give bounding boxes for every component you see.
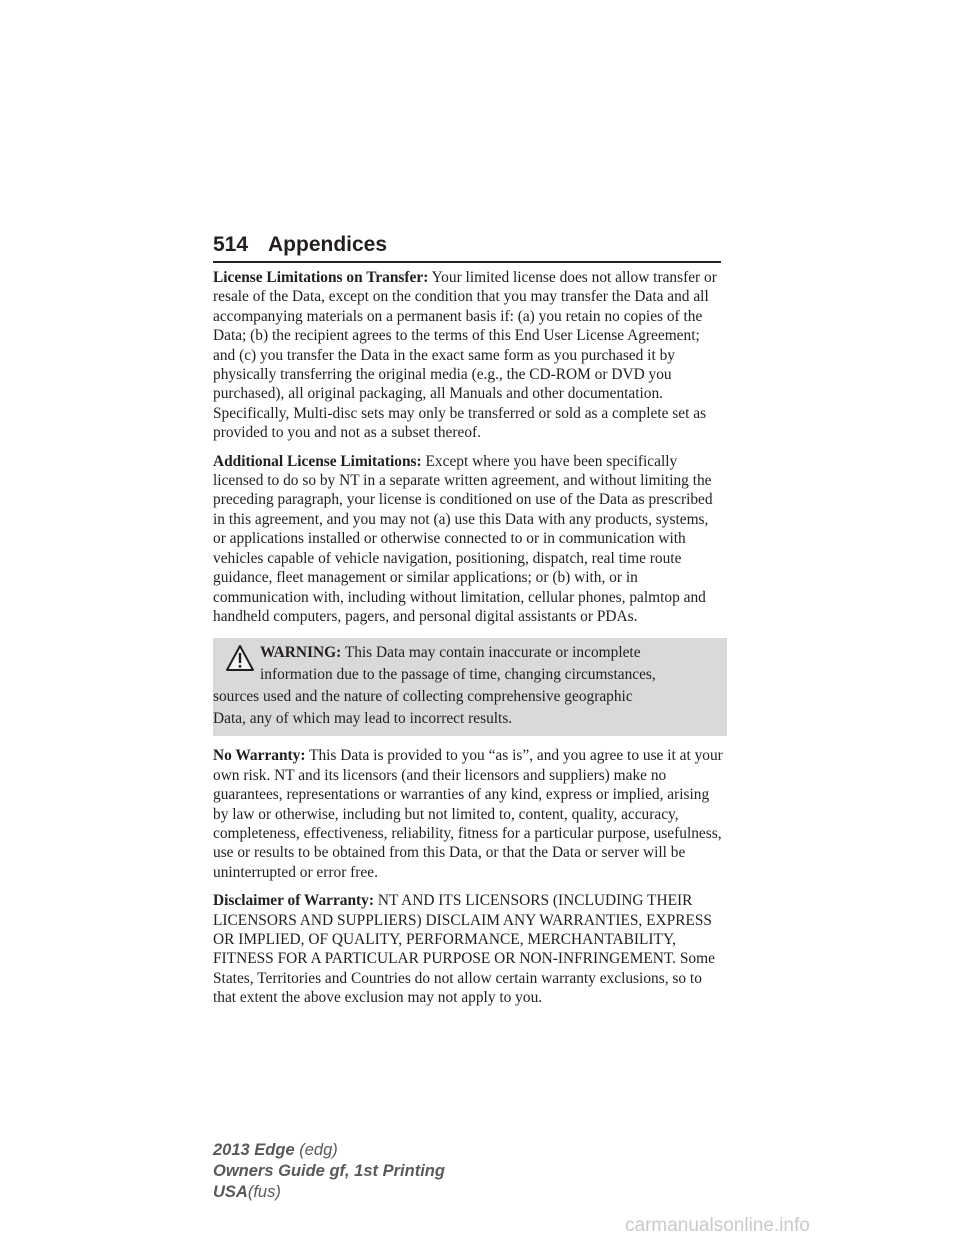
footer-model-code: (edg) — [299, 1141, 338, 1159]
paragraph-text: This Data is provided to you “as is”, and you agree to use it at your own risk. NT and its licensors (and their licensors and suppliers) make no guarantees, representations or warranties of any kind, express or implied, arising by law or otherwise, including but not limited to, content, quality, accuracy, completeness, effectiveness, reliability, fitness for a particular purpose, usefulness, use or results to be obtained from this Data, or that the Data or server will be uninterrupted or error free. — [213, 747, 723, 881]
watermark: carmanualsonline.info — [625, 1215, 810, 1236]
warning-text: This Data may contain inaccurate or incomplete — [344, 644, 641, 662]
footer-model-line — [213, 1140, 445, 1161]
paragraph-heading: No Warranty: — [213, 747, 306, 765]
paragraph-additional-limitations — [213, 452, 725, 627]
footer-model: 2013 Edge — [213, 1141, 295, 1159]
paragraph-text: Your limited license does not allow transfer or resale of the Data, except on the condition that you may transfer the Data and all accompanying materials on a permanent basis if: (a) you retain no copies of the Data; (b) the recipient agrees to the terms of this End User License Agreement; and (c) you transfer the Data in the exact same form as you purchased it by physically transferring the original media (e.g., the CD-ROM or DVD you purchased), all original packaging, all Manuals and other documentation. Specifically, Multi-disc sets may only be transferred or sold as a complete set as provided to you and not as a subset thereof. — [213, 269, 717, 442]
paragraph-heading: Additional License Limitations: — [213, 452, 422, 470]
paragraph-heading: License Limitations on Transfer: — [213, 269, 429, 286]
body-text — [213, 268, 725, 1017]
paragraph-heading: Disclaimer of Warranty: — [213, 892, 374, 910]
footer-market-code: (fus) — [247, 1183, 281, 1201]
paragraph-disclaimer — [213, 891, 725, 1007]
warning-line: Data, any of which may lead to incorrect results. — [213, 710, 513, 728]
page-header — [213, 232, 721, 258]
footer-market: USA — [213, 1183, 248, 1201]
section-title: Appendices — [268, 233, 388, 256]
warning-line: information due to the passage of time, changing circumstances, — [260, 666, 656, 684]
warning-line — [213, 642, 721, 664]
paragraph-license-transfer — [213, 268, 725, 443]
footer-guide-line — [213, 1161, 445, 1182]
header-rule — [213, 261, 721, 263]
footer-guide: Owners Guide gf, 1st Printing — [213, 1162, 445, 1180]
warning-triangle-icon — [225, 644, 255, 672]
paragraph-text: NT AND ITS LICENSORS (INCLUDING THEIR LICENSORS AND SUPPLIERS) DISCLAIM ANY WARRANTIES, EXPRESS OR IMPLIED, OF QUALITY, PERFORMANCE, MERCHANTABILITY, FITNESS FOR A PARTICULAR PURPOSE OR NON-INFRINGEMENT. Some States, Territories and Countries do not allow certain warranty exclusions, so to that extent the above exclusion may not apply to you. — [213, 892, 715, 1007]
warning-line: sources used and the nature of collecting comprehensive geographic — [213, 688, 633, 706]
warning-label: WARNING: — [260, 644, 342, 662]
page-number: 514 — [213, 233, 249, 256]
paragraph-text: Except where you have been specifically licensed to do so by NT in a separate written agreement, and without limiting the preceding paragraph, your license is conditioned on use of the Data as prescribed in this agreement, and you may not (a) use this Data with any products, systems, or applications installed or otherwise connected to or in communication with vehicles capable of vehicle navigation, positioning, dispatch, real time route guidance, fleet management or similar applications; or (b) with, or in communication with, including without limitation, cellular phones, palmtop and handheld computers, pagers, and personal digital assistants or PDAs. — [213, 452, 713, 625]
page-footer — [213, 1140, 445, 1203]
warning-box — [213, 638, 727, 736]
paragraph-no-warranty — [213, 746, 725, 882]
footer-market-line — [213, 1182, 445, 1203]
